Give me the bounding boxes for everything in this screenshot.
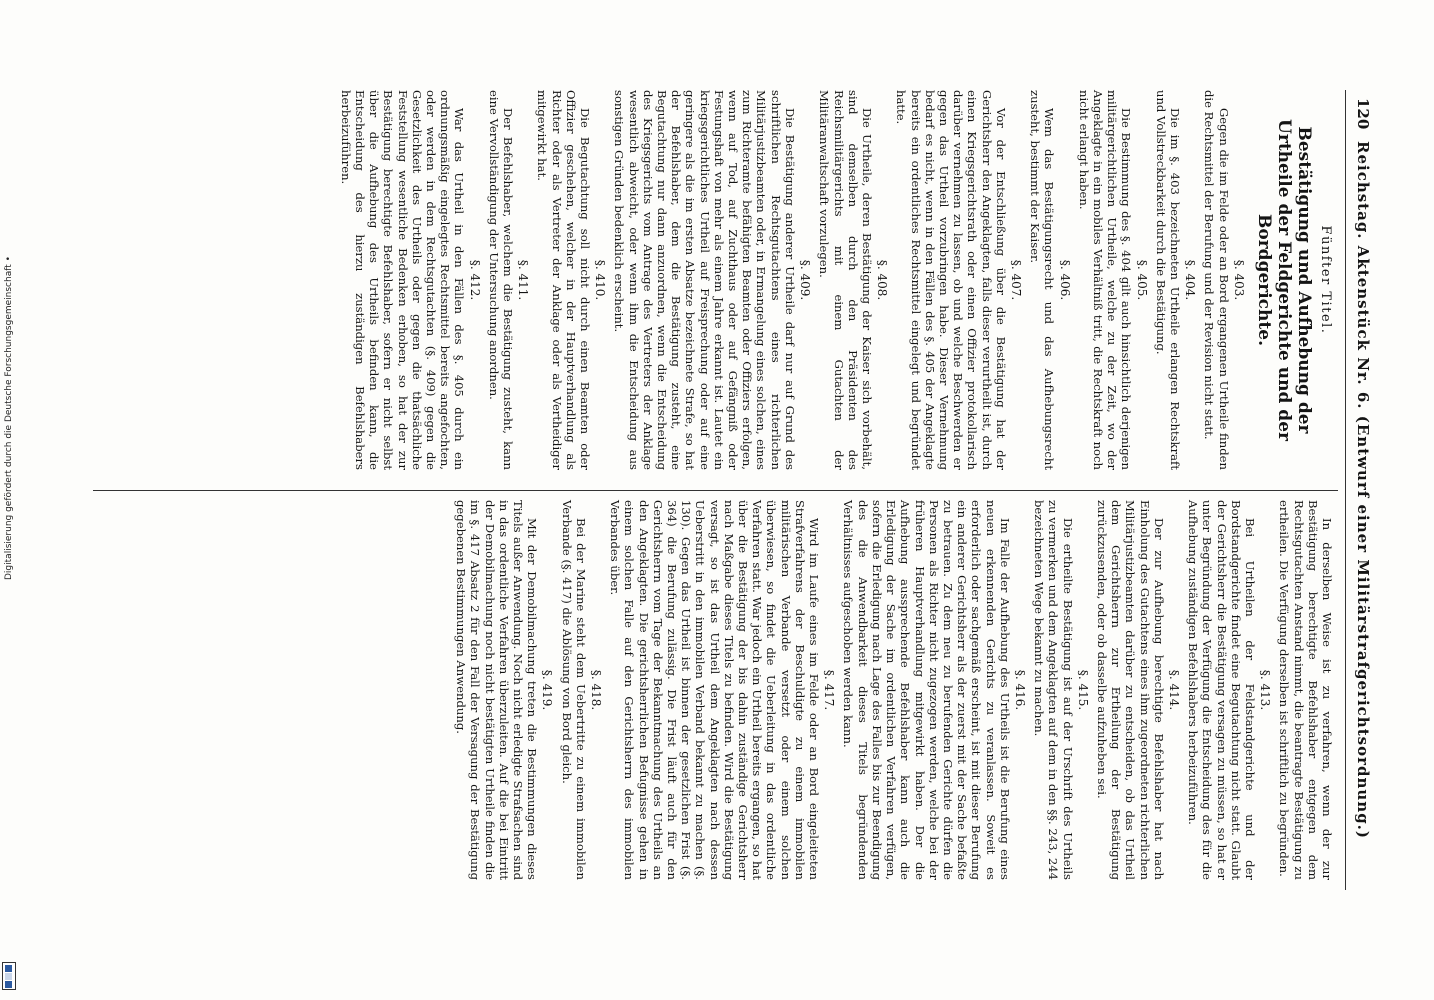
continuation-paragraph: In derselben Weise ist zu verfahren, wenn der zur Bestätigung berechtigte Befehlshaber entgegen dem Rechtsgutachten Anstand nimmt, die beantragte Bestätigung zu ertheilen. Die Verfügung derselben ist schriftlich zu begründen. — [1277, 500, 1334, 880]
paragraph-text: Im Falle der Aufhebung des Urtheils ist die Berufung eines neuen erkennenden Gerichts zu veranlassen. Soweit es erforderlich oder sachgemäß erscheint, ist mit dieser Berufung ein anderer Gerichtsherr als der zuerst mit der Sache befaßte zu betrauen. Zu dem neu zu berufenden Gerichte dürfen die Personen als Richter nicht zugezogen werden, welche bei der früheren Hauptverhandlung mitgewirkt haben. Der die Aufhebung aussprechende Befehlshaber kann auch die Erledigung der Sache im ordentlichen Verfahren verfügen, sofern die Erledigung nach Lage des Falles bis zur Beendigung des die Anwendbarkeit dieses Titels begründenden Verhältnisses aufgeschoben werden kann. — [841, 500, 1012, 880]
paragraph-number: §. 411. — [516, 259, 531, 301]
paragraph-text: Vor der Entschließung über die Bestätigung hat der Gerichtsherr den Angeklagten, falls dieser verurtheilt ist, durch einen Kriegsgerichtsrath oder einen Offizier protokollarisch darüber vernehmen zu lassen, ob und welche Beschwerden er gegen das Urtheil vorzubringen habe. Dieser Vernehmung bedarf es nicht, wenn in den Fällen des §. 405 der Angeklagte bereits ein ordentliches Rechtsmittel eingelegt und begründet hatte. — [894, 90, 1008, 470]
paragraph-text: Wem das Bestätigungsrecht und das Aufhebungsrecht zusteht, bestimmt der Kaiser. — [1028, 90, 1057, 470]
paragraph-number: §. 415. — [1075, 669, 1090, 711]
paragraph-number: §. 419. — [540, 669, 555, 711]
paragraph-text: Der Befehlshaber, welchem die Bestätigung zusteht, kann eine Vervollständigung der Untersuchung anordnen. — [486, 90, 516, 470]
paragraph-text: Die Urtheile, deren Bestätigung der Kaiser sich vorbehält, sind demselben durch den Präsidenten des Reichsmilitärgerichts mit einem Gutachten der Militäranwaltschaft vorzulegen. — [817, 90, 874, 470]
page-frame — [89, 90, 1374, 890]
paragraph-number: §. 416. — [1012, 669, 1027, 711]
paragraph-number: §. 418. — [589, 669, 604, 711]
section-title: Fünfter Titel. — [1318, 225, 1333, 335]
paragraph-number: §. 412. — [467, 259, 482, 301]
paragraph-text: Der zur Aufhebung berechtigte Befehlshaber hat nach Einholung des Gutachtens eines ihm zugeordneten richterlichen Militärjustizbeamten darüber zu entscheiden, ob das Urtheil dem Gerichtsherrn zur Ertheilung der Bestätigung zurückzusenden, oder ob dasselbe aufzuheben sei. — [1094, 500, 1166, 880]
right-paragraphs — [454, 500, 1272, 880]
digitization-credit: Digitalisierung gefördert durch die Deutsche Forschungsgemeinschaft • — [4, 256, 14, 580]
paragraph-number: §. 407. — [1008, 259, 1023, 301]
paragraph-text: Bei Urtheilen der Feldstandgerichte und der Bordstandgerichte findet eine Begutachtung nicht statt. Glaubt der Gerichtsherr die Bestätigung versagen zu müssen, so hat er unter Begründung der Verfügung die Entscheidung des für die Aufhebung zuständigen Befehlshabers herbeizuführen. — [1186, 500, 1257, 880]
paragraph-number: §. 406. — [1057, 259, 1072, 301]
paragraph-number: §. 403. — [1231, 259, 1246, 301]
left-paragraphs — [339, 90, 1246, 470]
column-divider — [93, 490, 1338, 491]
dfg-logo — [2, 962, 16, 990]
paragraph-number: §. 405. — [1134, 259, 1149, 301]
paragraph-text: Die im §. 403 bezeichneten Urtheile erlangen Rechtskraft und Vollstreckbarkeit durch die Bestätigung. — [1153, 90, 1182, 470]
paragraph-text: Die ertheilte Bestätigung ist auf der Urschrift des Urtheils zu vermerken und dem Angeklagten auf dem in den §§. 243, 244 bezeichneten Wege bekannt zu machen. — [1032, 500, 1075, 880]
page-number: 120 — [1354, 98, 1372, 130]
paragraph-number: §. 404. — [1183, 259, 1198, 301]
paragraph-text: Die Bestimmung des §. 404 gilt auch hinsichtlich derjenigen militärgerichtlichen Urtheile, welche zu der Zeit, wo der Angeklagte in ein mobiles Verhältniß tritt, die Rechtskraft noch nicht erlangt haben. — [1076, 90, 1134, 470]
paragraph-number: §. 413. — [1258, 669, 1273, 711]
running-title: Reichstag. Aktenstück Nr. 6. (Entwurf einer Militärstrafgerichtsordnung.) — [1354, 140, 1372, 839]
paragraph-text: Die Begutachtung soll nicht durch einen Beamten oder Offizier geschehen, welcher in der Hauptverhandlung als Richter oder als Vertreter der Anklage oder als Vertheidiger mitgewirkt hat. — [535, 90, 593, 470]
paragraph-text: Die Bestätigung anderer Urtheile darf nur auf Grund des schriftlichen Rechtsgutachtens eines richterlichen Militärjustizbeamten oder, in Ermangelung eines solchen, eines zum Richteramte befähigten Beamten oder Offiziers erfolgen, wenn auf Tod, auf Zuchthaus oder auf Gefängniß oder Festungshaft von mehr als einem Jahre erkannt ist. Lautet ein kriegsgerichtliches Urtheil auf Freisprechung oder auf eine geringere als die im ersten Absatze bezeichnete Strafe, so hat der Befehlshaber, dem die Bestätigung zusteht, eine Begutachtung nur dann anzuordnen, wenn die Entscheidung des Kriegsgerichts vom Antrage des Vertreters der Anklage wesentlich abweicht, oder wenn ihm die Entscheidung aus sonstigen Gründen bedenklich erscheint. — [612, 90, 797, 470]
paragraph-text: Bei der Marine steht dem Uebertritte zu einem immobilen Verbande (§. 417) die Ablösung von Bord gleich. — [559, 500, 588, 880]
left-column — [339, 90, 1334, 470]
paragraph-number: §. 409. — [798, 259, 813, 301]
paragraph-text: Gegen die im Felde oder an Bord ergangenen Urtheile finden die Rechtsmittel der Berufung und der Revision nicht statt. — [1202, 90, 1231, 470]
paragraph-number: §. 408. — [875, 259, 890, 301]
chapter-heading: Bestätigung und Aufhebung der Urtheile der Feldgerichte und der Bordgerichte. — [1253, 119, 1314, 441]
running-header — [1348, 90, 1374, 890]
paragraph-number: §. 414. — [1166, 669, 1181, 711]
header-rule — [1345, 90, 1346, 890]
paragraph-text: War das Urtheil in den Fällen des §. 405 durch ein ordnungsmäßig eingelegtes Rechtsmittel bereits angefochten, oder werden in dem Rechtsgutachten (§. 409) gegen die Gesetzlichkeit des Urtheils oder gegen die thatsächliche Feststellung wesentliche Bedenken erhoben, so hat der zur Bestätigung berechtigte Befehlshaber, sofern er nicht selbst über die Aufhebung des Urtheils befinden kann, die Entscheidung des hierzu zuständigen Befehlshabers herbeizuführen. — [338, 90, 467, 470]
paragraph-number: §. 410. — [593, 259, 608, 301]
paragraph-text: Wird im Laufe eines im Felde oder an Bord eingeleiteten Strafverfahrens der Beschuldigte zu einem immobilen militärischen Verbande versetzt oder einem solchen überwiesen, so findet die Ueberleitung in das ordentliche Verfahren statt. War jedoch ein Urtheil bereits ergangen, so hat über die Bestätigung der bis dahin zuständige Gerichtsherr nach Maßgabe dieses Titels zu befinden. Wird die Bestätigung versagt, so ist das Urtheil dem Angeklagten nach dessen Ueberstritt in den immobilen Verband bekannt zu machen (§. 130). Gegen das Urtheil ist binnen der gesetzlichen Frist (§. 364) die Berufung zulässig. Die Frist läuft auch für den Gerichtsherrn vom Tage der Bekanntmachung des Urtheils an den Angeklagten. Die gerichtsherrlichen Befugnisse gehen in einem solchen Falle auf den Gerichtsherrn des immobilen Verbandes über. — [608, 500, 822, 880]
paragraph-text: Mit der Demobilmachung treten die Bestimmungen dieses Titels außer Anwendung. Noch nicht erledigte Strafsachen sind in das ordentliche Verfahren überzuleiten. Auf die bei Eintritt der Demobilmachung noch nicht bestätigten Urtheile finden die im §. 417 Absatz 2 für den Fall der Versagung der Bestätigung gegebenen Bestimmungen Anwendung. — [454, 500, 540, 880]
right-column — [454, 500, 1334, 880]
paragraph-number: §. 417. — [822, 669, 837, 711]
